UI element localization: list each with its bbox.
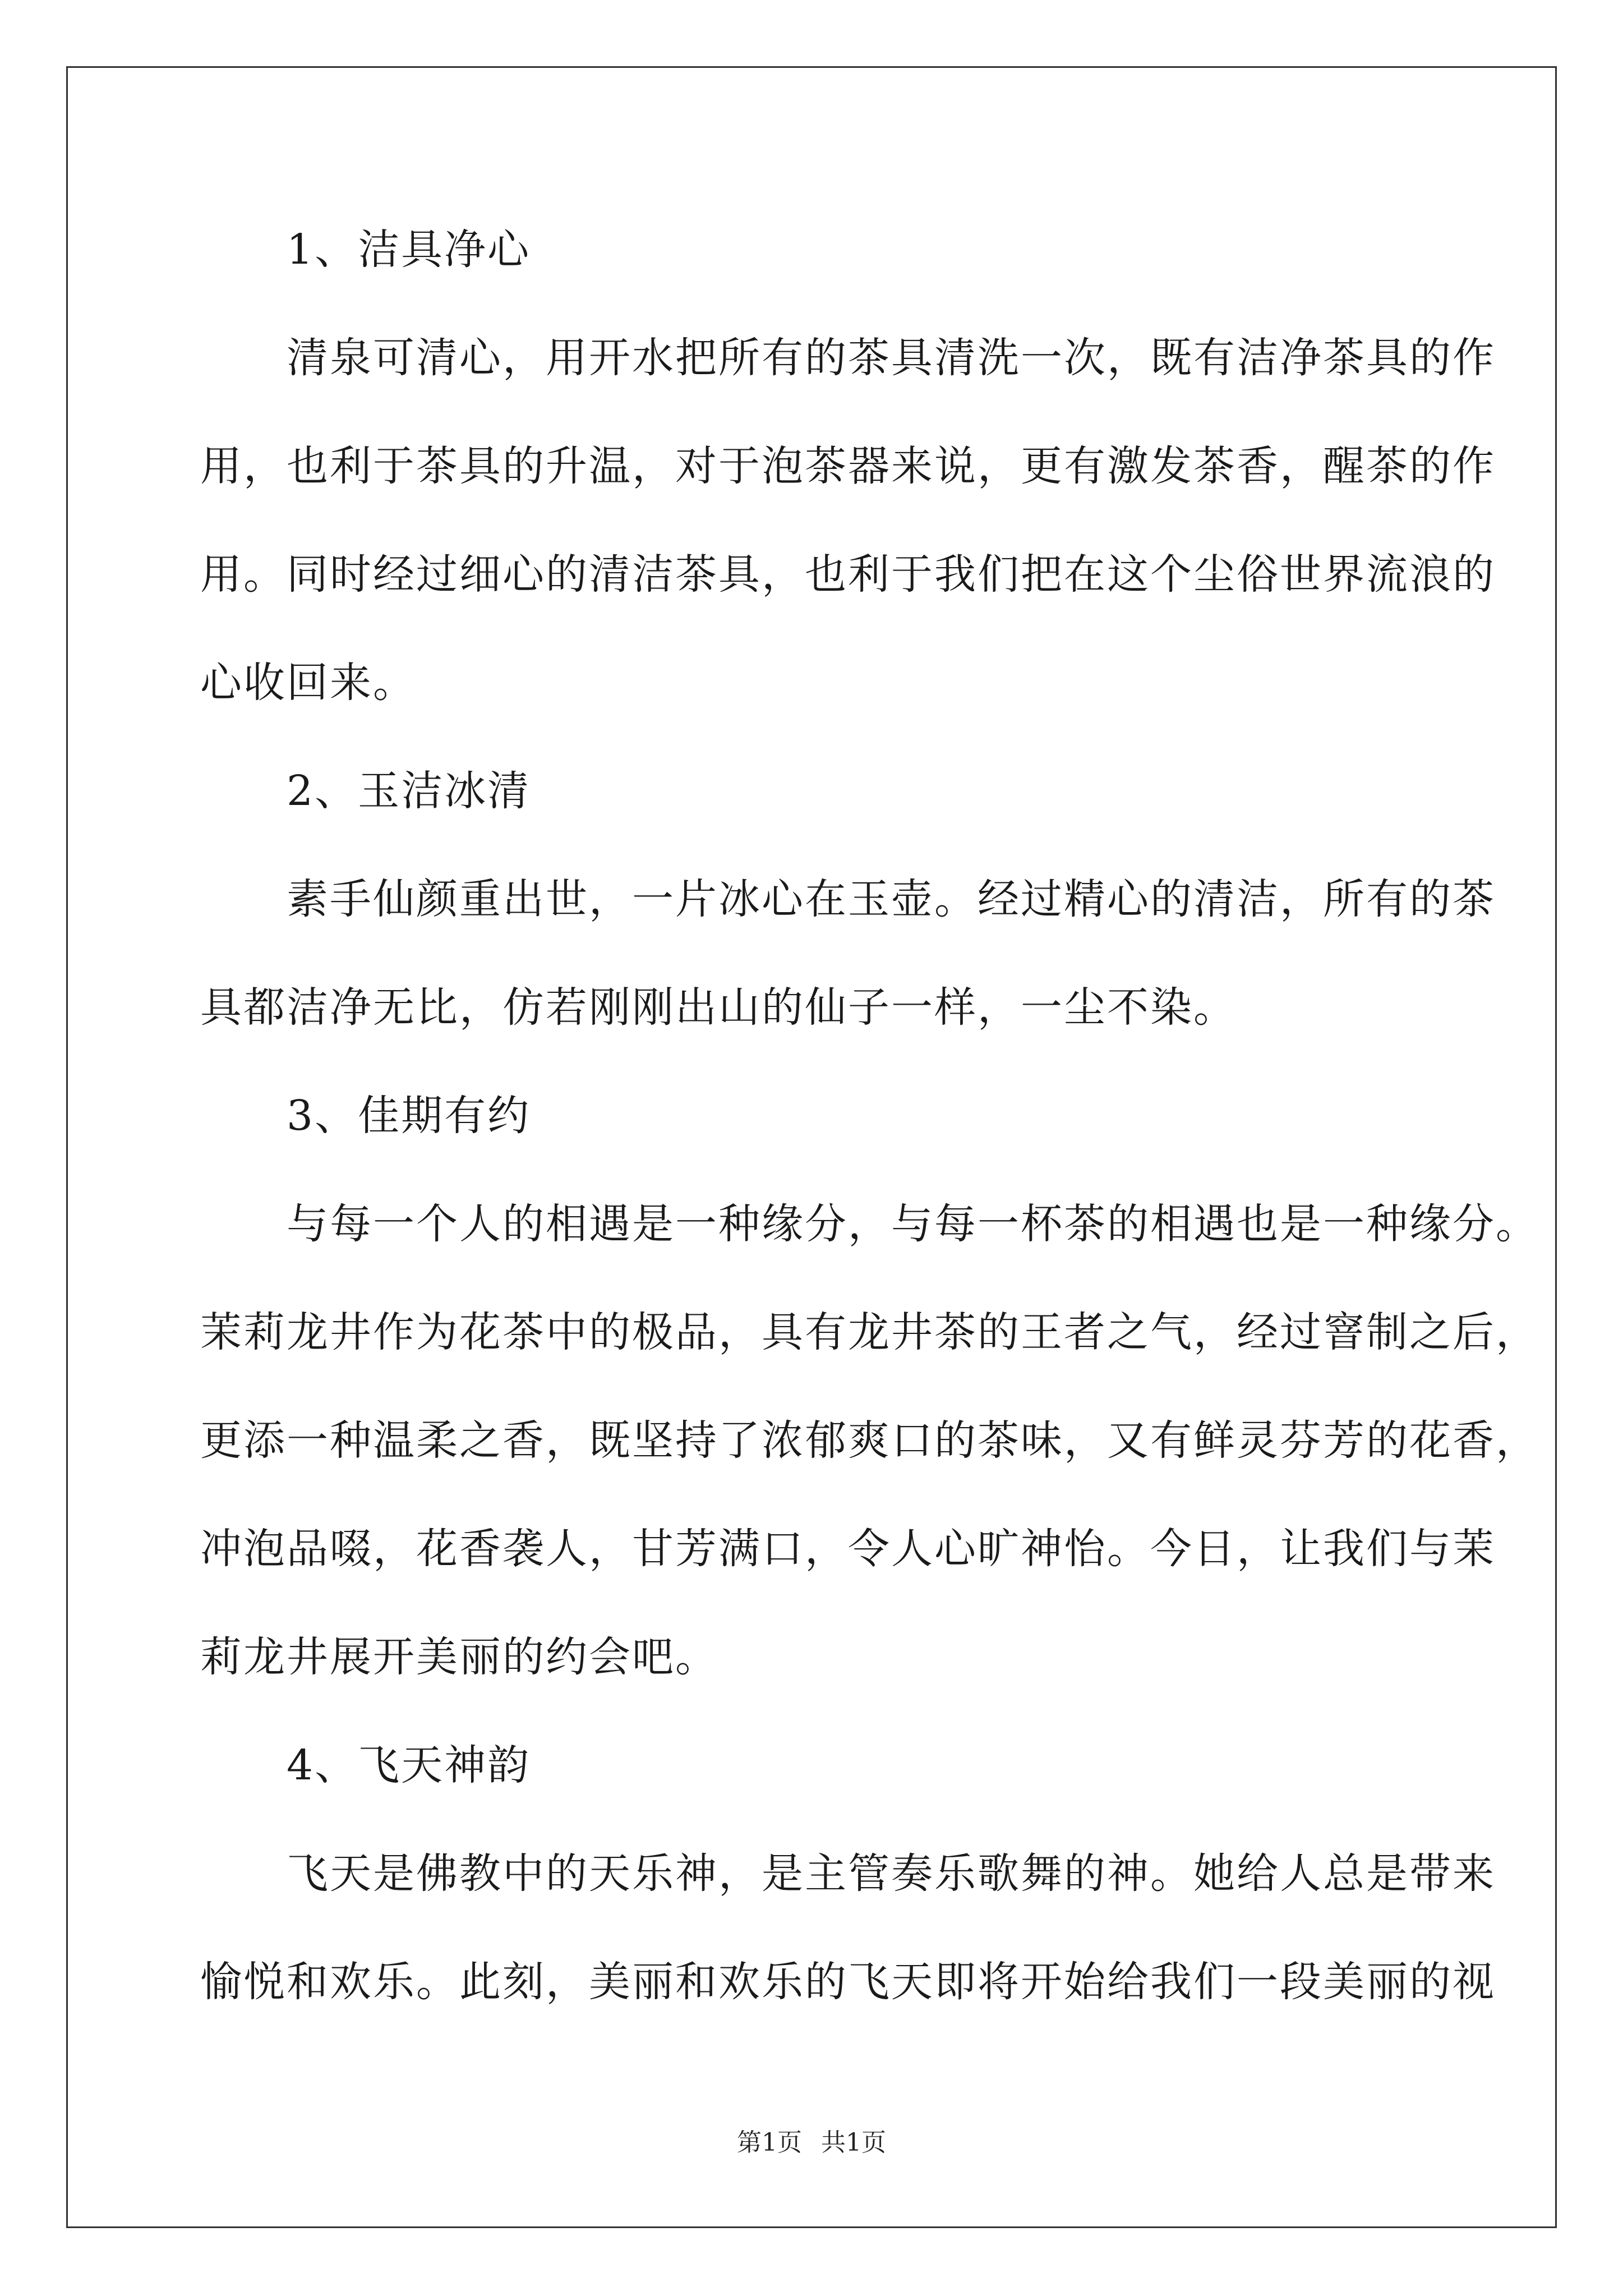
paragraph-line: 飞天是佛教中的天乐神，是主管奏乐歌舞的神。她给人总是带来 bbox=[200, 1849, 1496, 1898]
paragraph-line: 与每一个人的相遇是一种缘分，与每一杯茶的相遇也是一种缘分。 bbox=[200, 1200, 1539, 1248]
paragraph-line: 心收回来。 bbox=[200, 659, 416, 707]
page-total: 共1页 bbox=[821, 2128, 886, 2157]
page-number: 第1页 bbox=[737, 2128, 802, 2157]
paragraph-line: 用。同时经过细心的清洁茶具，也利于我们把在这个尘俗世界流浪的 bbox=[200, 550, 1496, 599]
heading-3: 3、佳期有约 bbox=[200, 1092, 531, 1140]
page-footer bbox=[0, 2126, 1623, 2160]
paragraph-line: 清泉可清心，用开水把所有的茶具清洗一次，既有洁净茶具的作 bbox=[200, 334, 1496, 382]
paragraph-line: 冲泡品啜，花香袭人，甘芳满口，令人心旷神怡。今日，让我们与茉 bbox=[200, 1525, 1496, 1573]
paragraph-line: 用，也利于茶具的升温，对于泡茶器来说，更有激发茶香，醒茶的作 bbox=[200, 442, 1496, 490]
paragraph-line: 愉悦和欢乐。此刻，美丽和欢乐的飞天即将开始给我们一段美丽的视 bbox=[200, 1958, 1496, 2006]
heading-1: 1、洁具净心 bbox=[200, 226, 531, 274]
paragraph-line: 茉莉龙井作为花茶中的极品，具有龙井茶的王者之气，经过窨制之后， bbox=[200, 1308, 1539, 1356]
heading-2: 2、玉洁冰清 bbox=[200, 767, 531, 815]
paragraph-line: 莉龙井展开美丽的约会吧。 bbox=[200, 1633, 718, 1681]
paragraph-line: 具都洁净无比，仿若刚刚出山的仙子一样，一尘不染。 bbox=[200, 983, 1237, 1032]
paragraph-line: 素手仙颜重出世，一片冰心在玉壶。经过精心的清洁，所有的茶 bbox=[200, 875, 1496, 923]
heading-4: 4、飞天神韵 bbox=[200, 1741, 531, 1789]
paragraph-line: 更添一种温柔之香，既坚持了浓郁爽口的茶味，又有鲜灵芬芳的花香， bbox=[200, 1416, 1539, 1465]
